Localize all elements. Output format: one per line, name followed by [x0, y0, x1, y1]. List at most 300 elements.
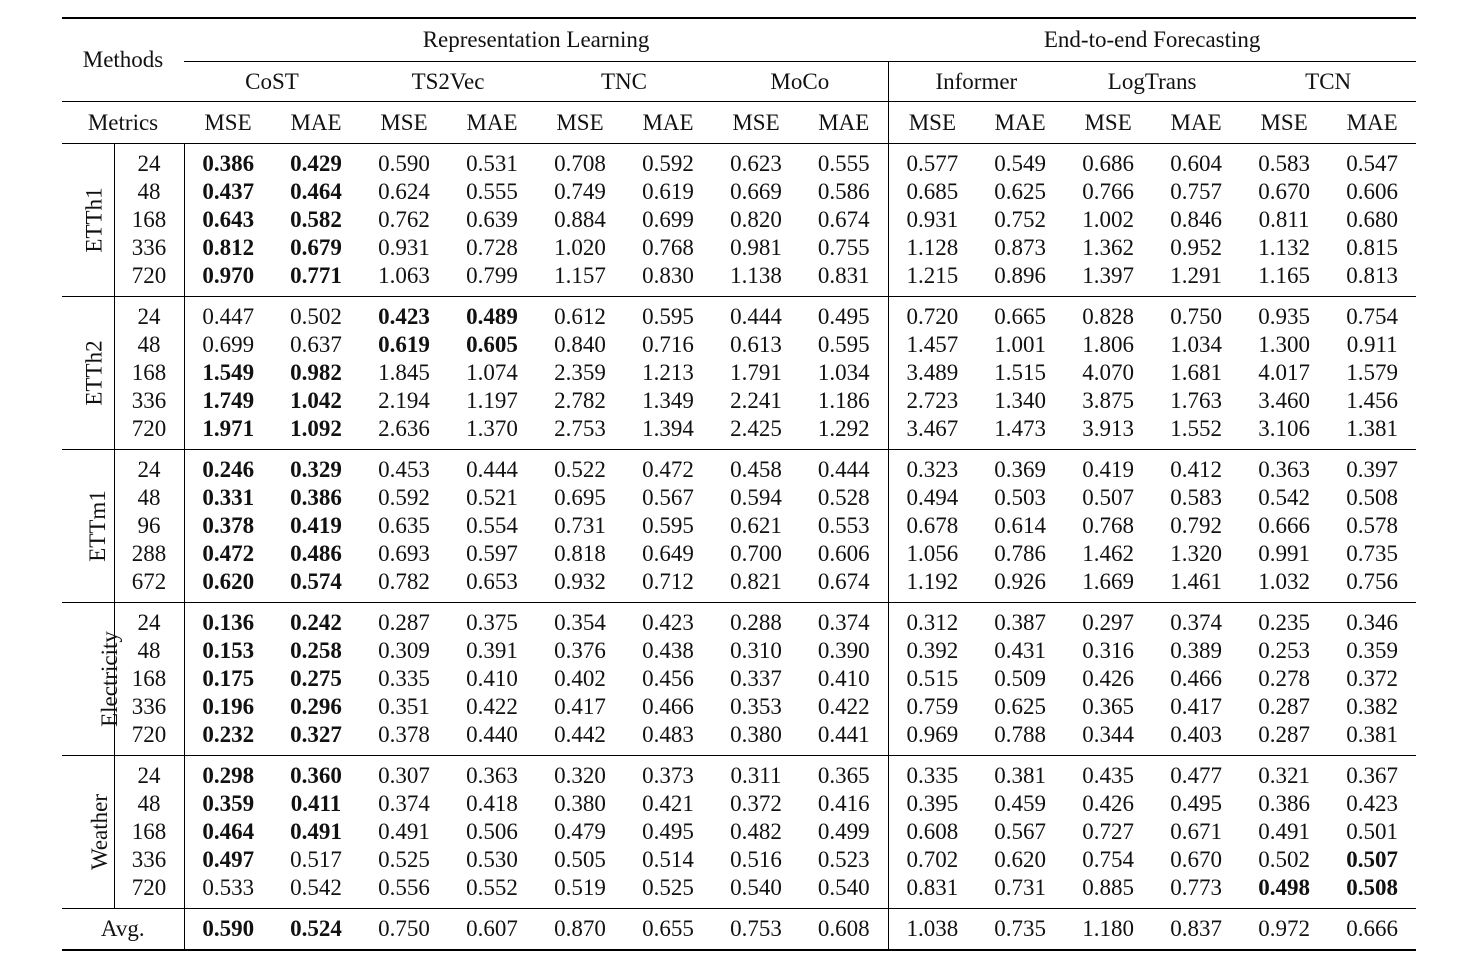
value-cell: 0.621: [730, 513, 782, 538]
table-row: [62, 297, 1416, 332]
best-value: 0.982: [290, 360, 342, 385]
value-cell: 0.423: [624, 603, 712, 638]
value-cell: 1.300: [1258, 332, 1310, 357]
best-value: 0.643: [202, 207, 255, 232]
value-cell: 0.669: [730, 179, 782, 204]
value-cell: 0.935: [1240, 297, 1328, 332]
value-cell: 3.875: [1082, 388, 1134, 413]
best-value: 0.298: [202, 763, 255, 788]
metric-header: MSE: [888, 102, 976, 144]
value-cell: 0.477: [1152, 756, 1240, 791]
value-cell: 1.320: [1170, 541, 1222, 566]
value-cell: 0.235: [1240, 603, 1328, 638]
value-cell: 1.002: [1082, 207, 1134, 232]
value-cell: 0.531: [448, 144, 536, 179]
value-cell: 0.766: [1082, 179, 1134, 204]
value-cell: 0.525: [642, 875, 694, 900]
value-cell: 0.426: [1082, 791, 1134, 816]
average-label: Avg.: [62, 909, 184, 951]
value-cell: 0.623: [712, 144, 800, 179]
value-cell: [272, 568, 360, 603]
value-cell: 0.323: [888, 450, 976, 485]
value-cell: 0.674: [817, 569, 870, 594]
best-value: 0.486: [290, 541, 342, 566]
table-row: [62, 359, 1416, 387]
best-value: 0.605: [466, 332, 518, 357]
value-cell: 1.001: [994, 332, 1046, 357]
value-cell: 0.444: [800, 450, 888, 485]
value-cell: 0.346: [1328, 603, 1416, 638]
value-cell: 0.363: [448, 756, 536, 791]
value-cell: [184, 693, 272, 721]
results-table: [62, 17, 1416, 951]
value-cell: 0.635: [378, 513, 430, 538]
dataset-label: [62, 450, 114, 603]
horizon-cell: 168: [114, 206, 184, 234]
value-cell: [184, 568, 272, 603]
value-cell: 0.608: [888, 818, 976, 846]
value-cell: 0.310: [730, 638, 782, 663]
value-cell: [184, 359, 272, 387]
value-cell: 0.757: [1170, 179, 1222, 204]
average-value-cell: [272, 909, 360, 951]
metric-header: MSE: [712, 102, 800, 144]
value-cell: 0.386: [1258, 791, 1310, 816]
value-cell: 0.502: [272, 297, 360, 332]
value-cell: 0.665: [976, 297, 1064, 332]
value-cell: [272, 693, 360, 721]
value-cell: 0.320: [536, 756, 624, 791]
value-cell: [184, 450, 272, 485]
value-cell: 1.394: [642, 416, 694, 441]
value-cell: 0.815: [1346, 235, 1399, 260]
table-row: [62, 512, 1416, 540]
horizon-cell: 336: [114, 693, 184, 721]
value-cell: 0.278: [1258, 666, 1310, 691]
value-cell: 0.639: [466, 207, 518, 232]
value-cell: 0.830: [642, 263, 694, 288]
best-value: 1.971: [202, 416, 255, 441]
value-cell: 0.380: [730, 722, 782, 747]
value-cell: 0.782: [378, 569, 430, 594]
table-row: [62, 721, 1416, 756]
average-value-cell: 0.750: [360, 909, 448, 951]
best-value: 0.419: [290, 513, 342, 538]
horizon-cell: 48: [114, 331, 184, 359]
value-cell: [272, 359, 360, 387]
value-cell: 0.444: [448, 450, 536, 485]
value-cell: 0.416: [817, 791, 870, 816]
value-cell: 0.316: [1082, 638, 1134, 663]
best-value: 1.092: [290, 416, 342, 441]
table-row: [62, 874, 1416, 909]
best-value: 0.679: [290, 235, 342, 260]
best-value: 0.153: [202, 638, 255, 663]
value-cell: [184, 206, 272, 234]
value-cell: [184, 756, 272, 791]
value-cell: 0.525: [378, 847, 430, 872]
value-cell: 0.365: [1082, 694, 1134, 719]
table-row: [62, 331, 1416, 359]
value-cell: [272, 756, 360, 791]
best-value: 0.196: [202, 694, 255, 719]
value-cell: 0.372: [730, 791, 782, 816]
value-cell: 0.680: [1346, 207, 1399, 232]
value-cell: 0.606: [1346, 179, 1399, 204]
value-cell: 0.365: [800, 756, 888, 791]
best-value: 0.429: [290, 151, 342, 176]
value-cell: 0.494: [888, 484, 976, 512]
value-cell: 0.731: [554, 513, 606, 538]
value-cell: 1.462: [1082, 541, 1134, 566]
best-value: 0.275: [290, 666, 342, 691]
value-cell: 0.438: [642, 638, 694, 663]
value-cell: 0.831: [817, 263, 870, 288]
value-cell: 1.132: [1258, 235, 1310, 260]
value-cell: 0.590: [360, 144, 448, 179]
dataset-name: ETTm1: [84, 490, 110, 562]
value-cell: 0.403: [1170, 722, 1222, 747]
dataset-name: Weather: [87, 793, 113, 871]
value-cell: 0.423: [1346, 791, 1399, 816]
metric-header: MSE: [1240, 102, 1328, 144]
best-value: 0.472: [202, 541, 255, 566]
value-cell: [1328, 846, 1416, 874]
table-row: [62, 178, 1416, 206]
metric-header: MSE: [1064, 102, 1152, 144]
value-cell: 0.818: [554, 541, 606, 566]
best-value: 0.970: [202, 263, 255, 288]
value-cell: 0.522: [536, 450, 624, 485]
value-cell: 0.479: [554, 819, 606, 844]
value-cell: 0.554: [466, 513, 518, 538]
value-cell: 0.417: [1170, 694, 1222, 719]
value-cell: 2.241: [730, 388, 782, 413]
best-value: 0.574: [290, 569, 342, 594]
value-cell: 0.253: [1258, 638, 1310, 663]
value-cell: 0.353: [730, 694, 782, 719]
value-cell: [184, 846, 272, 874]
value-cell: 1.806: [1082, 332, 1134, 357]
value-cell: 0.410: [817, 666, 870, 691]
value-cell: 0.402: [554, 666, 606, 691]
value-cell: 0.831: [888, 874, 976, 909]
value-cell: 0.649: [642, 541, 694, 566]
group-header-representation-learning: Representation Learning: [184, 18, 888, 62]
dataset-name: ETTh2: [81, 340, 107, 406]
value-cell: 1.291: [1170, 263, 1222, 288]
value-cell: [184, 387, 272, 415]
value-cell: 1.186: [817, 388, 870, 413]
value-cell: 0.507: [1082, 485, 1134, 510]
value-cell: 0.699: [184, 331, 272, 359]
value-cell: 0.567: [994, 819, 1046, 844]
horizon-cell: 24: [114, 756, 184, 791]
value-cell: [184, 484, 272, 512]
table-row: [62, 818, 1416, 846]
value-cell: 0.969: [888, 721, 976, 756]
value-cell: 0.828: [1064, 297, 1152, 332]
value-cell: 0.542: [1258, 485, 1310, 510]
model-header-tcn: TCN: [1240, 62, 1416, 102]
horizon-cell: 336: [114, 234, 184, 262]
value-cell: 0.392: [888, 637, 976, 665]
value-cell: 0.932: [554, 569, 606, 594]
value-cell: 0.444: [712, 297, 800, 332]
value-cell: [272, 450, 360, 485]
value-cell: 0.309: [378, 638, 430, 663]
value-cell: 0.287: [1258, 722, 1310, 747]
value-cell: 0.926: [994, 569, 1046, 594]
value-cell: 0.873: [994, 235, 1046, 260]
value-cell: 3.106: [1258, 416, 1310, 441]
value-cell: 0.515: [888, 665, 976, 693]
value-cell: 1.074: [466, 360, 518, 385]
value-cell: 0.613: [730, 332, 782, 357]
horizon-cell: 48: [114, 790, 184, 818]
table-row: [62, 756, 1416, 791]
value-cell: 0.749: [554, 179, 606, 204]
value-cell: 1.552: [1170, 416, 1222, 441]
best-value: 0.331: [202, 485, 255, 510]
value-cell: 0.754: [1082, 847, 1134, 872]
value-cell: [448, 297, 536, 332]
table-row: [62, 450, 1416, 485]
value-cell: 0.556: [378, 875, 430, 900]
value-cell: 0.811: [1258, 207, 1310, 232]
value-cell: 3.913: [1082, 416, 1134, 441]
value-cell: 0.674: [817, 207, 870, 232]
value-cell: [272, 484, 360, 512]
value-cell: 0.419: [1064, 450, 1152, 485]
value-cell: 0.418: [466, 791, 518, 816]
value-cell: 0.312: [888, 603, 976, 638]
best-value: 0.489: [466, 304, 518, 329]
model-header-cost: CoST: [184, 62, 360, 102]
value-cell: 0.752: [994, 207, 1046, 232]
metric-header: MAE: [976, 102, 1064, 144]
best-value: 0.232: [202, 722, 255, 747]
average-value-cell: 1.180: [1064, 909, 1152, 951]
value-cell: 1.128: [888, 234, 976, 262]
best-value: 0.360: [290, 763, 342, 788]
best-value: 0.491: [290, 819, 342, 844]
value-cell: 0.991: [1258, 541, 1310, 566]
value-cell: 0.708: [536, 144, 624, 179]
value-cell: 0.521: [466, 485, 518, 510]
value-cell: 0.421: [642, 791, 694, 816]
value-cell: 0.731: [994, 875, 1046, 900]
metric-header: MAE: [448, 102, 536, 144]
value-cell: 0.288: [712, 603, 800, 638]
value-cell: 0.495: [642, 819, 694, 844]
value-cell: 0.410: [466, 666, 518, 691]
value-cell: 0.712: [642, 569, 694, 594]
value-cell: 0.378: [378, 722, 430, 747]
value-cell: 2.425: [730, 416, 782, 441]
value-cell: 0.381: [1346, 722, 1399, 747]
value-cell: 1.515: [994, 360, 1046, 385]
model-header-informer: Informer: [888, 62, 1064, 102]
value-cell: 0.321: [1240, 756, 1328, 791]
value-cell: [272, 512, 360, 540]
value-cell: [272, 603, 360, 638]
value-cell: 4.070: [1082, 360, 1134, 385]
value-cell: 1.370: [466, 416, 518, 441]
value-cell: 0.369: [976, 450, 1064, 485]
value-cell: 0.577: [888, 144, 976, 179]
metric-header: MAE: [1328, 102, 1416, 144]
best-value: 0.620: [202, 569, 255, 594]
value-cell: [272, 415, 360, 450]
table-row: [62, 568, 1416, 603]
value-cell: 1.763: [1170, 388, 1222, 413]
table-row: [62, 484, 1416, 512]
value-cell: 0.456: [642, 666, 694, 691]
value-cell: 1.197: [466, 388, 518, 413]
model-header-logtrans: LogTrans: [1064, 62, 1240, 102]
value-cell: 0.735: [1346, 541, 1399, 566]
dataset-name: ETTh1: [81, 187, 107, 253]
dataset-label: [62, 756, 114, 909]
best-value: 0.464: [202, 819, 255, 844]
best-value: 0.590: [202, 916, 255, 941]
average-value-cell: 0.972: [1240, 909, 1328, 951]
value-cell: [184, 790, 272, 818]
dataset-name: Electricity: [96, 631, 122, 727]
metric-header: MSE: [184, 102, 272, 144]
value-cell: 0.472: [624, 450, 712, 485]
value-cell: 2.636: [378, 416, 430, 441]
value-cell: 0.552: [466, 875, 518, 900]
value-cell: 3.460: [1258, 388, 1310, 413]
table-row: [62, 234, 1416, 262]
value-cell: 0.495: [800, 297, 888, 332]
value-cell: 0.466: [1170, 666, 1222, 691]
value-cell: 0.606: [817, 541, 870, 566]
value-cell: 0.695: [554, 485, 606, 510]
value-cell: 0.482: [730, 819, 782, 844]
best-value: 0.136: [202, 610, 255, 635]
value-cell: 0.440: [466, 722, 518, 747]
table-row: [62, 144, 1416, 179]
value-cell: 1.020: [554, 235, 606, 260]
value-cell: 0.533: [184, 874, 272, 909]
value-cell: 0.374: [378, 791, 430, 816]
value-cell: 0.931: [378, 235, 430, 260]
value-cell: [184, 818, 272, 846]
value-cell: 0.759: [888, 693, 976, 721]
value-cell: 0.287: [360, 603, 448, 638]
value-cell: 0.821: [730, 569, 782, 594]
value-cell: [272, 262, 360, 297]
value-cell: 0.624: [378, 179, 430, 204]
value-cell: 0.380: [554, 791, 606, 816]
value-cell: 3.489: [888, 359, 976, 387]
value-cell: 3.467: [888, 415, 976, 450]
value-cell: 0.363: [1240, 450, 1328, 485]
value-cell: 0.885: [1082, 875, 1134, 900]
value-cell: 0.335: [378, 666, 430, 691]
value-cell: 1.192: [888, 568, 976, 603]
table-row: [62, 693, 1416, 721]
value-cell: [1328, 874, 1416, 909]
value-cell: [272, 387, 360, 415]
best-value: 1.042: [290, 388, 342, 413]
value-cell: 1.063: [378, 263, 430, 288]
horizon-cell: 96: [114, 512, 184, 540]
value-cell: 1.034: [1170, 332, 1222, 357]
dataset-label: [62, 297, 114, 450]
horizon-cell: 288: [114, 540, 184, 568]
value-cell: 2.782: [554, 388, 606, 413]
value-cell: 0.422: [817, 694, 870, 719]
value-cell: [272, 721, 360, 756]
value-cell: 0.786: [994, 541, 1046, 566]
value-cell: 1.791: [730, 360, 782, 385]
value-cell: 0.458: [712, 450, 800, 485]
value-cell: 0.382: [1346, 694, 1399, 719]
value-cell: 0.540: [730, 875, 782, 900]
model-header-tnc: TNC: [536, 62, 712, 102]
value-cell: 0.516: [730, 847, 782, 872]
horizon-cell: 48: [114, 178, 184, 206]
value-cell: 1.292: [817, 416, 870, 441]
value-cell: [184, 540, 272, 568]
value-cell: 0.354: [536, 603, 624, 638]
average-value-cell: 0.608: [800, 909, 888, 951]
value-cell: 0.540: [817, 875, 870, 900]
best-value: 0.258: [290, 638, 342, 663]
average-value-cell: 0.870: [536, 909, 624, 951]
value-cell: 0.583: [1240, 144, 1328, 179]
best-value: 0.411: [290, 791, 342, 816]
value-cell: 0.391: [466, 638, 518, 663]
value-cell: 0.502: [1258, 847, 1310, 872]
horizon-cell: 48: [114, 637, 184, 665]
value-cell: 0.595: [817, 332, 870, 357]
value-cell: 0.466: [642, 694, 694, 719]
average-value-cell: 0.655: [624, 909, 712, 951]
value-cell: 0.387: [976, 603, 1064, 638]
header-row-metrics: [62, 102, 1416, 144]
value-cell: [184, 665, 272, 693]
value-cell: 0.762: [378, 207, 430, 232]
table-row: [62, 637, 1416, 665]
table-row: [62, 415, 1416, 450]
model-header-moco: MoCo: [712, 62, 888, 102]
average-value-cell: 0.735: [976, 909, 1064, 951]
value-cell: 0.514: [642, 847, 694, 872]
value-cell: 0.417: [554, 694, 606, 719]
best-value: 0.507: [1346, 847, 1399, 872]
horizon-cell: 672: [114, 568, 184, 603]
value-cell: 0.670: [1170, 847, 1222, 872]
value-cell: 0.755: [817, 235, 870, 260]
value-cell: 0.397: [1328, 450, 1416, 485]
value-cell: 0.792: [1170, 513, 1222, 538]
value-cell: 0.788: [994, 722, 1046, 747]
horizon-cell: 720: [114, 874, 184, 909]
horizon-cell: 720: [114, 262, 184, 297]
value-cell: 0.586: [817, 179, 870, 204]
value-cell: 0.441: [817, 722, 870, 747]
value-cell: 0.495: [1170, 791, 1222, 816]
value-cell: 1.157: [554, 263, 606, 288]
horizon-cell: 336: [114, 387, 184, 415]
value-cell: 0.501: [1346, 819, 1399, 844]
value-cell: 0.547: [1328, 144, 1416, 179]
